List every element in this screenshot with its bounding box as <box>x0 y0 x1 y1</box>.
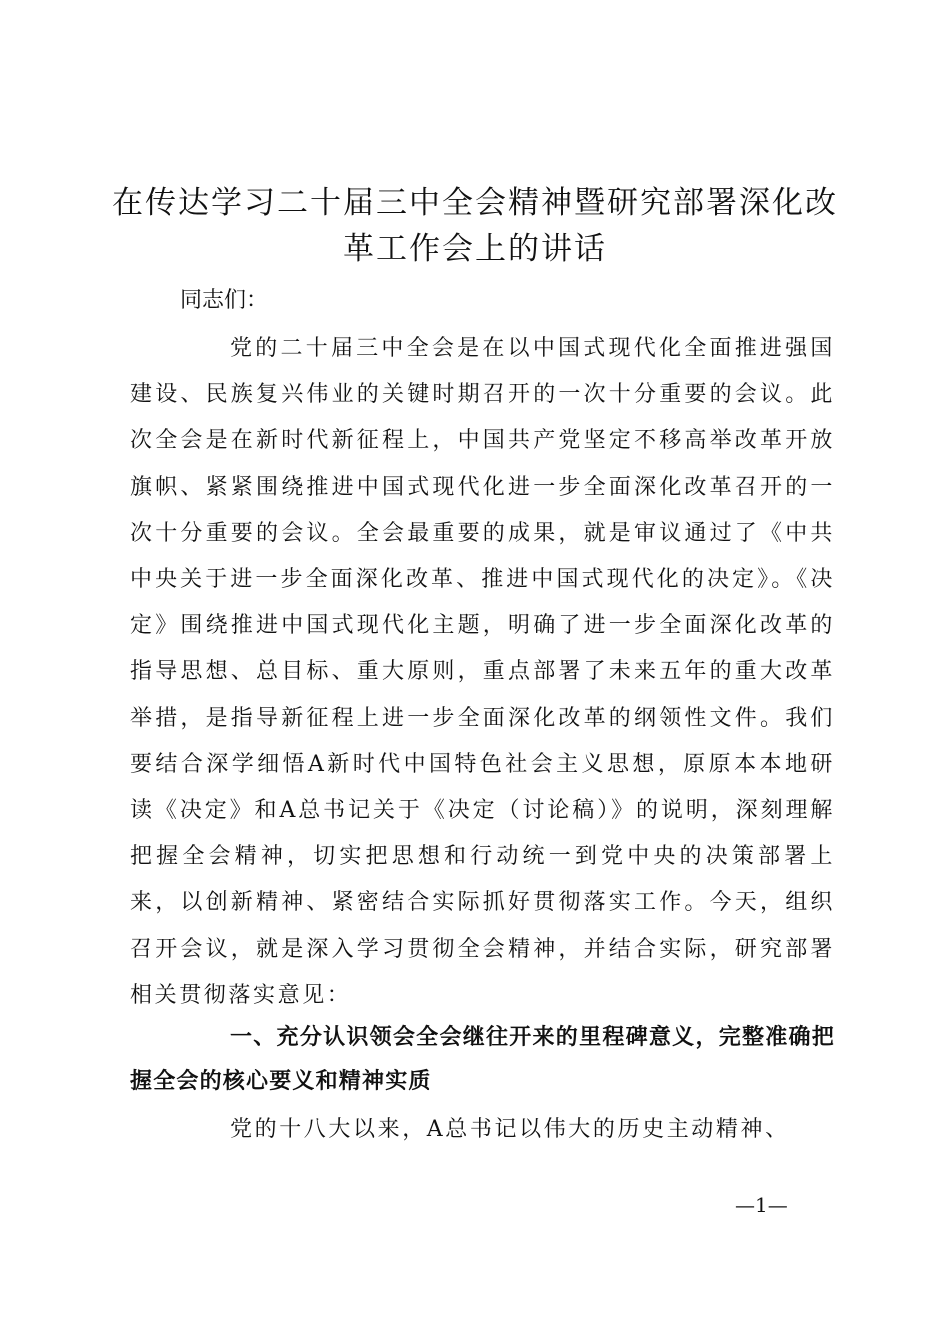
section-heading-one: 一、充分认识领会全会继往开来的里程碑意义，完整准确把握全会的核心要义和精神实质 <box>130 1025 835 1094</box>
body-paragraph-intro: 党的二十届三中全会是在以中国式现代化全面推进强国建设、民族复兴伟业的关键时期召开的一次十分重要的会议。此次全会是在新时代新征程上，中国共产党坚定不移高举改革开放旗帜、紧紧围绕推进中国式现代化进一步全面深化改革召开的一次十分重要的会议。全会最重要的成果，就是审议通过了《中共中央关于进一步全面深化改革、推进中国式现代化的决定》。《决定》围绕推进中国式现代化主题，明确了进一步全面深化改革的指导思想、总目标、重大原则，重点部署了未来五年的重大改革举措，是指导新征程上进一步全面深化改革的纲领性文件。我们要结合深学细悟A新时代中国特色社会主义思想，原原本本地研读《决定》和A总书记关于《决定（讨论稿）》的说明，深刻理解把握全会精神，切实把思想和行动统一到党中央的决策部署上来，以创新精神、紧密结合实际抓好贯彻落实工作。今天，组织召开会议，就是深入学习贯彻全会精神，并结合实际，研究部署相关贯彻落实意见： <box>130 336 835 1008</box>
body-paragraph-section-one: 党的十八大以来，A总书记以伟大的历史主动精神、 <box>230 1117 790 1142</box>
page-number: —1— <box>735 1193 788 1217</box>
greeting: 同志们： <box>180 288 269 313</box>
document-title: 在传达学习二十届三中全会精神暨研究部署深化改革工作会上的讲话 <box>112 185 838 267</box>
